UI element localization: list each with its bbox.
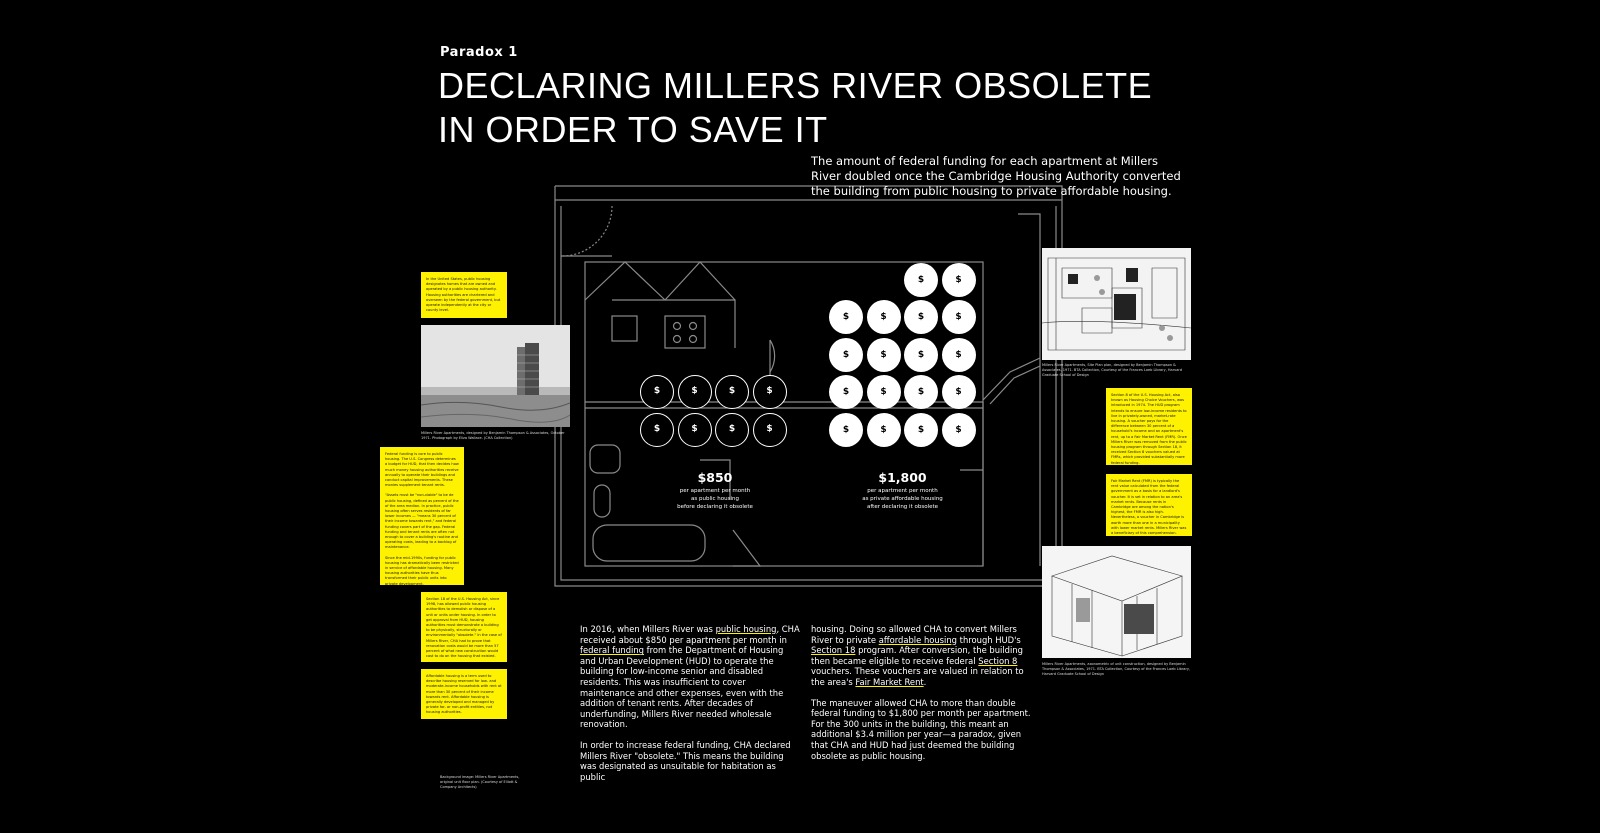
body-column-2	[811, 624, 1039, 771]
note-section-18	[421, 592, 507, 662]
link-public-housing[interactable]: public housing	[715, 624, 777, 634]
note-affordable-housing	[421, 669, 507, 719]
note-public-housing	[421, 272, 507, 318]
coin-icon: $	[678, 413, 712, 447]
body-text: program. After conversion, the building then became eligible to receive federal	[811, 645, 1023, 666]
coin-icon: $	[904, 375, 938, 409]
note-federal-funding-p2: "Assets must be "non-viable" to be de public housing, defined as percent of the of the area median. In practice, public housing often serves residents of far lower incomes — "means 30 percent of their income towards rent," and federal funding covers part of the gap. Federal funding and tenant rents are often not enough to cover a building's routine and operating costs, leading to a backlog of maintenance.	[385, 493, 459, 550]
intro-text: The amount of federal funding for each apartment at Millers River doubled once the Cambridge Housing Authority converted the building from public housing to private affordable housing.	[811, 154, 1181, 199]
building-photo	[421, 325, 570, 427]
coin-icon: $	[753, 375, 787, 409]
coin-icon: $	[829, 413, 863, 447]
link-federal-funding[interactable]: federal funding	[580, 645, 644, 656]
body-text: In 2016, when Millers River was	[580, 624, 716, 634]
coin-icon: $	[867, 413, 901, 447]
funding-after-amount: $1,800	[878, 470, 927, 485]
funding-before-label	[660, 470, 770, 511]
link-section-18[interactable]: Section 18	[811, 645, 856, 656]
site-plan-caption: Millers River Apartments, Site Plan plan, designed by Benjamin Thompson & Associates, 1971. BTA Collection, Courtesy of the Frances Loeb Library, Harvard Graduate School of Design	[1042, 363, 1182, 377]
site-plan-image	[1042, 248, 1191, 360]
axonometric-caption: Millers River Apartments, axonometric of unit construction, designed by Benjamin Thompson & Associates, 1971. BTA Collection, Courtesy of the Frances Loeb Library, Harvard Graduate School of Design	[1042, 662, 1191, 676]
coin-icon: $	[640, 413, 674, 447]
note-section-18-text: Section 18 of the U.S. Housing Act, since 1998, has allowed public housing authorities to demolish or dispose of a unit or units under housing. In order to get approval from HUD, housing authorities must demonstrate a building to be physically, structurally or environmentally "obsolete." In the case of Millers River, CHA had to prove that renovation costs would be more than 57 percent of what new construction would cost to do on the housing that existed.	[426, 597, 502, 659]
coin-icon: $	[829, 338, 863, 372]
note-fair-market-rent-text: Fair Market Rent (FMR) is typically the rent value calculated from the federal government as a basis for a landlord's voucher. It is set in relation to an area's market rents. Because rents in Cambridge are among the nation's highest, the FMR is also high. Nevertheless, a voucher in Cambridge is worth more than one in a municipality with lower market rents. Millers River was a beneficiary of this comprehension.	[1111, 479, 1187, 536]
body-col2-paragraph-1	[811, 624, 1039, 688]
link-fair-market-rent[interactable]: Fair Market Rent	[855, 676, 924, 687]
coin-icon: $	[640, 375, 674, 409]
body-col2-paragraph-2: The maneuver allowed CHA to more than double federal funding to $1,800 per month per apartment. For the 300 units in the building, this meant an additional $3.4 million per year—a paradox, given that CHA and HUD had just deemed the building obsolete as public housing.	[811, 697, 1031, 761]
coin-icon: $	[904, 413, 938, 447]
title-line-2: IN ORDER TO SAVE IT	[438, 109, 828, 150]
building-photo-image	[421, 325, 570, 427]
building-photo-caption: Millers River Apartments, designed by Benjamin Thompson & Associates, October 1971. Photograph by Eliza Wallace. (CHA Collection)	[421, 431, 565, 440]
body-text: through HUD's	[957, 634, 1021, 645]
title-line-1: DECLARING MILLERS RIVER OBSOLETE	[438, 65, 1153, 106]
site-plan-drawing	[1042, 248, 1191, 360]
axonometric-drawing	[1042, 546, 1191, 658]
coin-icon: $	[942, 263, 976, 297]
note-section-8	[1106, 388, 1192, 465]
coin-icon: $	[867, 338, 901, 372]
note-fair-market-rent	[1106, 474, 1192, 536]
body-col1-paragraph-2: In order to increase federal funding, CHA declared Millers River "obsolete." This means the building was designated as unsuitable for habitation as public	[580, 739, 791, 782]
coin-icon: $	[904, 263, 938, 297]
link-section-8[interactable]: Section 8	[978, 655, 1018, 666]
funding-after-line1: per apartment per month	[867, 488, 938, 494]
note-section-8-text: Section 8 of the U.S. Housing Act, also known as Housing Choice Vouchers, was introduced in 1974. The HUD program intends to ensure low-income residents to live in privately-owned, market-rate housing. A voucher pays for the difference between 30 percent of a household's income and an apartment's rent, up to a Fair Market Rent (FMR). Once Millers River was removed from the public housing program through Section 18, it received Section 8 vouchers valued at FMRs, which provided substantially more federal funding.	[1111, 393, 1187, 465]
body-text: from the Department of Housing and Urban Development (HUD) to operate the building for low-income senior and disabled residents. This was insufficient to cover maintenance and other expenses, even with the addition of tenant rents. After decades of underfunding, Millers River needed wholesale renovation.	[580, 645, 784, 730]
funding-after-label	[840, 470, 965, 511]
note-federal-funding-p3: Since the mid-1990s, funding for public housing has dramatically been restricted in service of affordable housing. Many housing authorities have thus transformed their public units into private development.	[385, 555, 459, 585]
body-column-1	[580, 624, 800, 792]
funding-before-amount: $850	[697, 470, 733, 485]
funding-before-line2: as public housing	[691, 496, 739, 502]
coin-icon: $	[904, 338, 938, 372]
body-text: , CHA received about $850 per apartment per month in	[580, 624, 800, 645]
note-public-housing-text: In the United States, public housing designates homes that are owned and operated by a public housing authority. Housing authorities are chartered and overseen by the federal government, but operate independently at the city or county level.	[426, 277, 501, 313]
body-text: vouchers. These vouchers are valued in relation to the area's	[811, 666, 1024, 687]
coin-icon: $	[715, 413, 749, 447]
funding-before-line3: before declaring it obsolete	[677, 504, 753, 510]
note-federal-funding	[380, 447, 464, 585]
funding-before-line1: per apartment per month	[679, 488, 751, 494]
coin-icon: $	[678, 375, 712, 409]
coin-icon: $	[715, 375, 749, 409]
body-text: housing. Doing so allowed CHA to convert Millers River to private	[811, 624, 1017, 645]
link-affordable-housing[interactable]: affordable housing	[878, 634, 958, 645]
coin-icon: $	[904, 300, 938, 334]
funding-after-line3: after declaring it obsolete	[866, 504, 939, 510]
page-title	[438, 64, 1152, 152]
coin-icon: $	[753, 413, 787, 447]
coin-icon: $	[942, 413, 976, 447]
axonometric-image	[1042, 546, 1191, 658]
coin-icon: $	[942, 300, 976, 334]
funding-after-line2: as private affordable housing	[862, 496, 943, 502]
note-affordable-housing-text: Affordable housing is a term used to describe housing reserved for low- and moderate-income households with rent at more than 30 percent of their income towards rent. Affordable housing is generally developed and managed by private for- or non-profit entities, not housing authorities.	[426, 674, 502, 715]
background-credit: Background image: Millers River Apartments, original unit floor plan. (Courtesy of Elliott & Company Architects)	[440, 775, 520, 789]
body-col1-paragraph-1	[580, 624, 800, 730]
coin-icon: $	[867, 375, 901, 409]
coin-icon: $	[942, 338, 976, 372]
coin-icon: $	[829, 375, 863, 409]
coin-icon: $	[867, 300, 901, 334]
note-federal-funding-p1: Federal funding is core to public housing. The U.S. Congress determines a budget for HUD, that then decides how much money housing authorities receive annually to operate their buildings and conduct capital improvements. These monies supplement tenant rents.	[385, 452, 459, 488]
paradox-kicker: Paradox 1	[440, 45, 518, 60]
coin-icon: $	[942, 375, 976, 409]
body-text: .	[923, 676, 927, 687]
coin-icon: $	[829, 300, 863, 334]
